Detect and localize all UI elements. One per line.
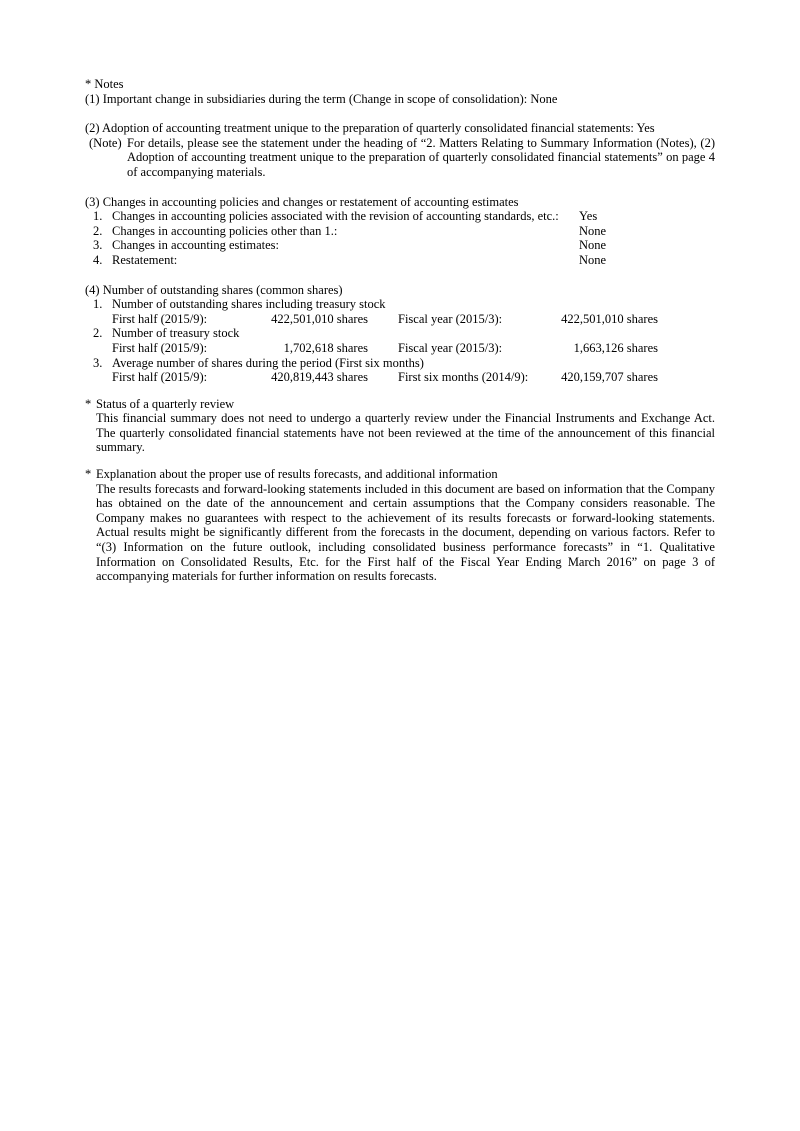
shares-row	[85, 312, 715, 327]
note-item-2-detail	[89, 136, 715, 180]
item-title-row	[85, 326, 715, 341]
status-section	[85, 397, 715, 455]
row-label: Changes in accounting policies associated with the revision of accounting standards, etc.:	[112, 209, 559, 224]
note-item-1: (1) Important change in subsidiaries during the term (Change in scope of consolidation): None	[85, 91, 558, 106]
row-number: 1.	[93, 297, 103, 312]
row-number: 2.	[93, 223, 103, 238]
shares-row	[85, 370, 715, 385]
period-label: First half (2015/9):	[112, 340, 208, 355]
row-value: Yes	[579, 209, 598, 224]
section-4-item	[85, 297, 715, 326]
period-label: First half (2015/9):	[112, 311, 208, 326]
section-4-item	[85, 356, 715, 385]
shares-row	[85, 341, 715, 356]
status-body: This financial summary does not need to undergo a quarterly review under the Financial Instruments and Exchange Act. The quarterly consolidated financial statements have not been reviewed at the time of the announcement of this financial summary.	[96, 411, 715, 455]
shares-value: 1,663,126 shares	[573, 340, 658, 355]
asterisk-marker: *	[85, 467, 92, 482]
period-label: Fiscal year (2015/3):	[398, 340, 503, 355]
item-label: Number of treasury stock	[112, 326, 240, 341]
table-row	[85, 253, 715, 268]
note-detail-label: (Note)	[89, 135, 122, 150]
table-row	[85, 224, 715, 239]
row-label: Restatement:	[112, 252, 178, 267]
item-title-row	[85, 356, 715, 371]
row-number: 3.	[93, 355, 103, 370]
status-heading: Status of a quarterly review	[96, 396, 235, 411]
item-title-row	[85, 297, 715, 312]
status-content	[96, 397, 715, 455]
asterisk-marker: *	[85, 396, 92, 411]
table-row	[85, 238, 715, 253]
item-label: Number of outstanding shares including treasury stock	[112, 297, 386, 312]
shares-value: 1,702,618 shares	[283, 340, 368, 355]
row-value: None	[579, 223, 607, 238]
shares-value: 422,501,010 shares	[561, 311, 658, 326]
shares-value: 422,501,010 shares	[271, 311, 368, 326]
row-label: Changes in accounting estimates:	[112, 238, 279, 253]
note-item-2-block	[85, 121, 715, 179]
shares-value: 420,159,707 shares	[561, 370, 658, 385]
period-label: First six months (2014/9):	[398, 370, 529, 385]
section-3	[85, 195, 715, 268]
item-label: Average number of shares during the period (First six months)	[112, 355, 424, 370]
explanation-heading: Explanation about the proper use of results forecasts, and additional information	[96, 467, 498, 482]
explanation-section	[85, 467, 715, 584]
shares-value: 420,819,443 shares	[271, 370, 368, 385]
explanation-body: The results forecasts and forward-looking statements included in this document are based on information that the Company has obtained on the date of the announcement and certain assumptions that the Company considers reasonable. The Company makes no guarantees with respect to the achievement of its results forecasts or forward-looking statements. Actual results might be significantly different from the forecasts in the document, depending on various factors. Refer to “(3) Information on the future outlook, including consolidated business performance forecasts” in “1. Qualitative Information on Consolidated Results, Etc. for the First half of the Fiscal Year Ending March 2016” on page 3 of accompanying materials for further information on results forecasts.	[96, 481, 715, 584]
row-value: None	[579, 252, 607, 267]
row-number: 4.	[93, 252, 103, 267]
table-row	[85, 209, 715, 224]
section-4-item	[85, 326, 715, 355]
row-number: 1.	[93, 209, 103, 224]
row-number: 3.	[93, 238, 103, 253]
notes-page-content	[85, 77, 715, 584]
section-4-heading: (4) Number of outstanding shares (common shares)	[85, 282, 343, 297]
row-number: 2.	[93, 326, 103, 341]
section-3-heading: (3) Changes in accounting policies and changes or restatement of accounting estimates	[85, 194, 519, 209]
explanation-content	[96, 467, 715, 584]
notes-header: * Notes	[85, 77, 124, 91]
period-label: Fiscal year (2015/3):	[398, 311, 503, 326]
period-label: First half (2015/9):	[112, 370, 208, 385]
section-4	[85, 283, 715, 385]
note-item-2: (2) Adoption of accounting treatment unique to the preparation of quarterly consolidated financial statements: Yes	[85, 121, 655, 136]
note-detail-text: For details, please see the statement under the heading of “2. Matters Relating to Summary Information (Notes), (2) Adoption of accounting treatment unique to the preparation of quarterly consolidated financial statements” on page 4 of accompanying materials.	[127, 135, 715, 179]
row-value: None	[579, 238, 607, 253]
row-label: Changes in accounting policies other than 1.:	[112, 223, 338, 238]
